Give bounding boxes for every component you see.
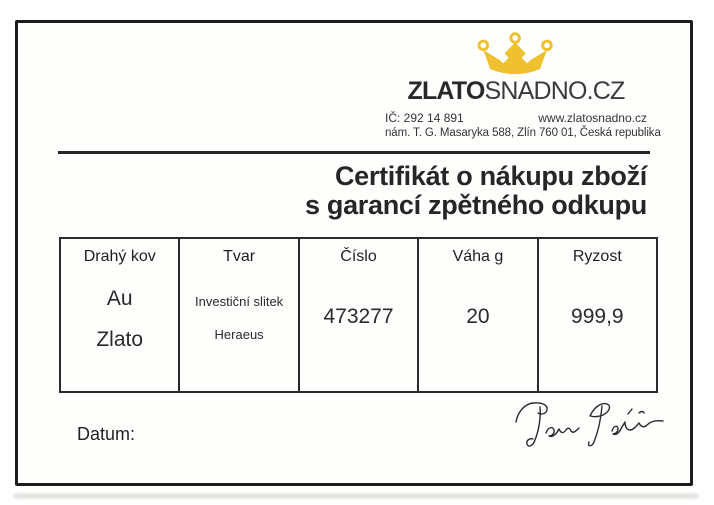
column-header-weight: Váha g [452,248,504,265]
table-column-metal [61,239,180,391]
value-purity: 999,9 [571,305,624,328]
header-divider [58,151,650,154]
column-header-metal: Drahý kov [83,248,156,265]
certificate-table [59,237,658,393]
certificate-title [305,162,647,220]
value-shape-brand: Heraeus [214,327,264,342]
certificate-sheet [15,20,693,486]
brand-info-row [385,111,647,125]
title-line-2: s garancí zpětného odkupu [304,190,647,220]
company-address: nám. T. G. Masaryka 588, Zlín 760 01, Česká republika [385,127,661,140]
title-line-1: Certifikát o nákupu zboží [334,161,647,191]
value-shape-type: Investiční slitek [195,294,284,309]
table-column-purity [539,239,656,391]
column-header-shape: Tvar [223,248,256,265]
scan-edge-shadow [14,494,698,498]
column-header-purity: Ryzost [572,248,622,265]
crown-icon [472,32,560,75]
handwritten-signature [512,400,670,470]
table-column-number [300,239,419,391]
value-metal-name: Zlato [96,328,144,351]
column-header-number: Číslo [340,248,377,265]
value-metal-symbol: Au [106,287,133,310]
website-text: www.zlatosnadno.cz [538,111,647,126]
value-weight: 20 [466,305,490,328]
table-column-weight [419,239,538,391]
table-column-shape [180,239,299,391]
brand-name [385,78,647,104]
letterhead [385,32,661,140]
company-id: IČ: 292 14 891 [385,111,464,126]
date-label: Datum: [77,424,136,444]
value-serial-number: 473277 [323,305,394,328]
brand-name-rest: SNADNO.CZ [484,77,625,105]
brand-name-bold: ZLATO [407,77,485,105]
